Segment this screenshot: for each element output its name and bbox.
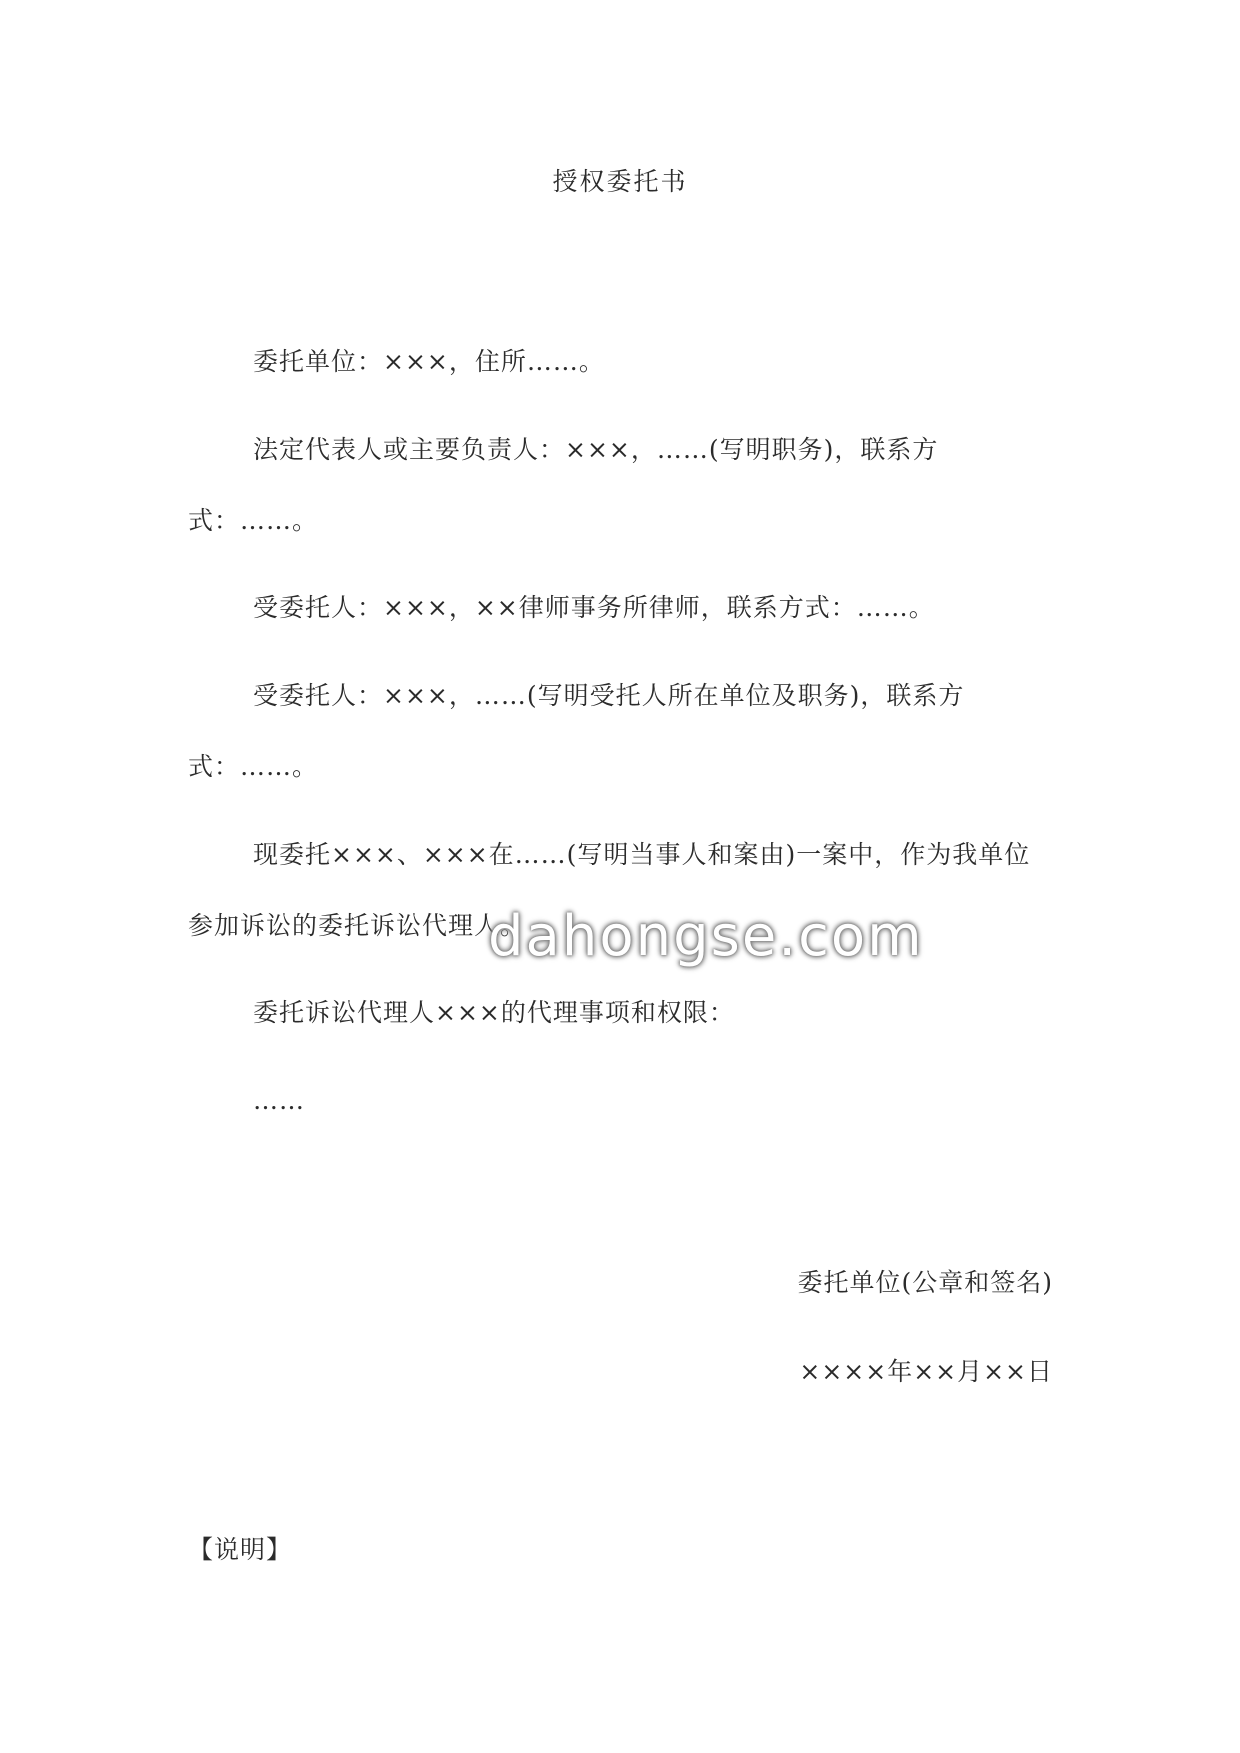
date-line: ××××年××月××日 bbox=[799, 1357, 1053, 1386]
paragraph-agent-1: 受委托人：×××，××律师事务所律师，联系方式：……。 bbox=[253, 593, 935, 622]
signature-line: 委托单位(公章和签名) bbox=[797, 1268, 1053, 1297]
paragraph-legal-rep-line-2: 式：……。 bbox=[188, 506, 319, 535]
paragraph-ellipsis: …… bbox=[253, 1086, 305, 1115]
note-heading: 【说明】 bbox=[188, 1535, 293, 1564]
paragraph-agent-2-line-2: 式：……。 bbox=[188, 752, 319, 781]
paragraph-scope: 委托诉讼代理人×××的代理事项和权限： bbox=[253, 998, 735, 1027]
paragraph-entrust-line-1: 现委托×××、×××在……(写明当事人和案由)一案中，作为我单位 bbox=[253, 840, 1031, 869]
paragraph-entrust-line-2: 参加诉讼的委托诉讼代理人。 bbox=[188, 911, 527, 940]
paragraph-legal-rep-line-1: 法定代表人或主要负责人：×××，……(写明职务)，联系方 bbox=[253, 435, 939, 464]
paragraph-agent-2-line-1: 受委托人：×××，……(写明受托人所在单位及职务)，联系方 bbox=[253, 681, 965, 710]
document-title: 授权委托书 bbox=[552, 167, 688, 196]
paragraph-principal: 委托单位：×××，住所……。 bbox=[253, 347, 605, 376]
watermark-text: dahongse.com bbox=[488, 904, 924, 969]
